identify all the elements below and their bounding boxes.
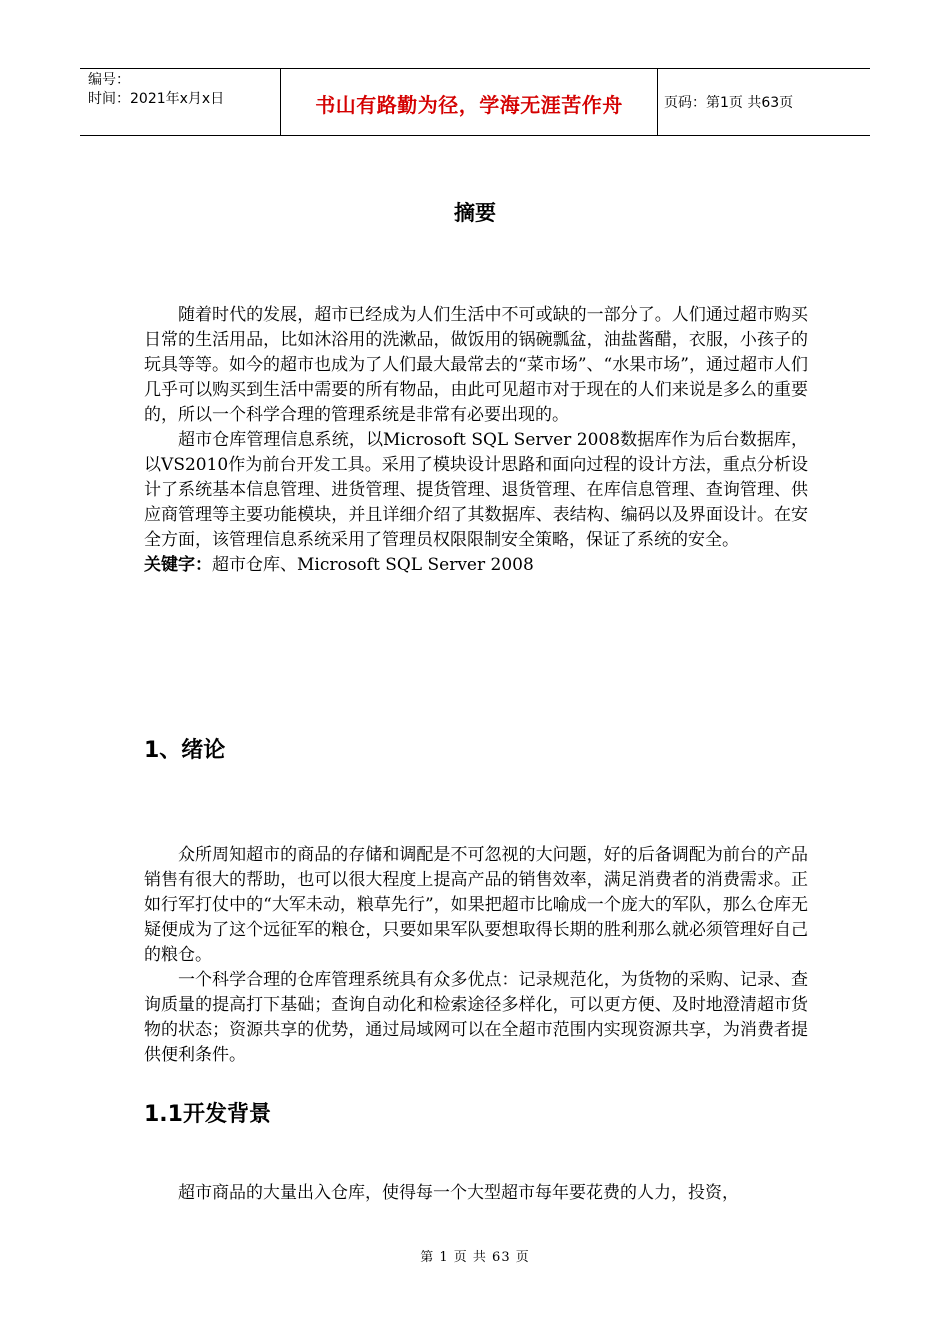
introduction-paragraph: 一个科学合理的仓库管理系统具有众多优点：记录规范化，为货物的采购、记录、查询质量的提高打下基础；查询自动化和检索途径多样化，可以更方便、及时地澄清超市货物的状态；资源共享的优势，通过局域网可以在全超市范围内实现资源共享，为消费者提供便利条件。 <box>144 970 808 1065</box>
keywords-line <box>144 553 808 578</box>
background-paragraph: 超市商品的大量出入仓库，使得每一个大型超市每年要花费的人力，投资， <box>178 1183 739 1203</box>
keywords-value: 超市仓库、Microsoft SQL Server 2008 <box>212 555 534 575</box>
header-motto-cell <box>281 69 658 135</box>
header-meta <box>80 69 281 135</box>
header-motto: 书山有路勤为径，学海无涯苦作舟 <box>315 92 623 117</box>
abstract-paragraph: 超市仓库管理信息系统，以Microsoft SQL Server 2008数据库作为后台数据库，以VS2010作为前台开发工具。采用了模块设计思路和面向过程的设计方法，重点分析设计了系统基本信息管理、进货管理、提货管理、退货管理、在库信息管理、查询管理、供应商管理等主要功能模块，并且详细介绍了其数据库、表结构、编码以及界面设计。在安全方面，该管理信息系统采用了管理员权限限制安全策略，保证了系统的安全。 <box>144 430 808 550</box>
page-header <box>80 68 870 136</box>
abstract-title: 摘要 <box>454 201 496 225</box>
abstract-body <box>144 303 808 578</box>
introduction-paragraph: 众所周知超市的商品的存储和调配是不可忽视的大问题，好的后备调配为前台的产品销售有很大的帮助，也可以很大程度上提高产品的销售效率，满足消费者的消费需求。正如行军打仗中的“大军未动，粮草先行”，如果把超市比喻成一个庞大的军队，那么仓库无疑便成为了这个远征军的粮仓，只要如果军队要想取得长期的胜利那么就必须管理好自己的粮仓。 <box>144 845 808 965</box>
section-heading-introduction: 1、绪论 <box>144 738 226 763</box>
header-page-info-cell <box>658 69 870 135</box>
keywords-label: 关键字： <box>144 555 212 575</box>
page-footer: 第 1 页 共 63 页 <box>420 1250 530 1265</box>
introduction-body <box>144 843 808 1068</box>
abstract-paragraph: 随着时代的发展，超市已经成为人们生活中不可或缺的一部分了。人们通过超市购买日常的生活用品，比如沐浴用的洗漱品，做饭用的锅碗瓢盆，油盐酱醋，衣服，小孩子的玩具等等。如今的超市也成为了人们最大最常去的“菜市场”、“水果市场”，通过超市人们几乎可以购买到生活中需要的所有物品，由此可见超市对于现在的人们来说是多么的重要的，所以一个科学合理的管理系统是非常有必要出现的。 <box>144 305 808 425</box>
document-number-label: 编号： <box>88 72 130 88</box>
section-heading-background: 1.1开发背景 <box>144 1102 271 1127</box>
background-body <box>144 1181 834 1206</box>
header-page-info: 页码：第1页 共63页 <box>664 95 794 111</box>
document-time-label: 时间：2021年x月x日 <box>88 91 225 107</box>
